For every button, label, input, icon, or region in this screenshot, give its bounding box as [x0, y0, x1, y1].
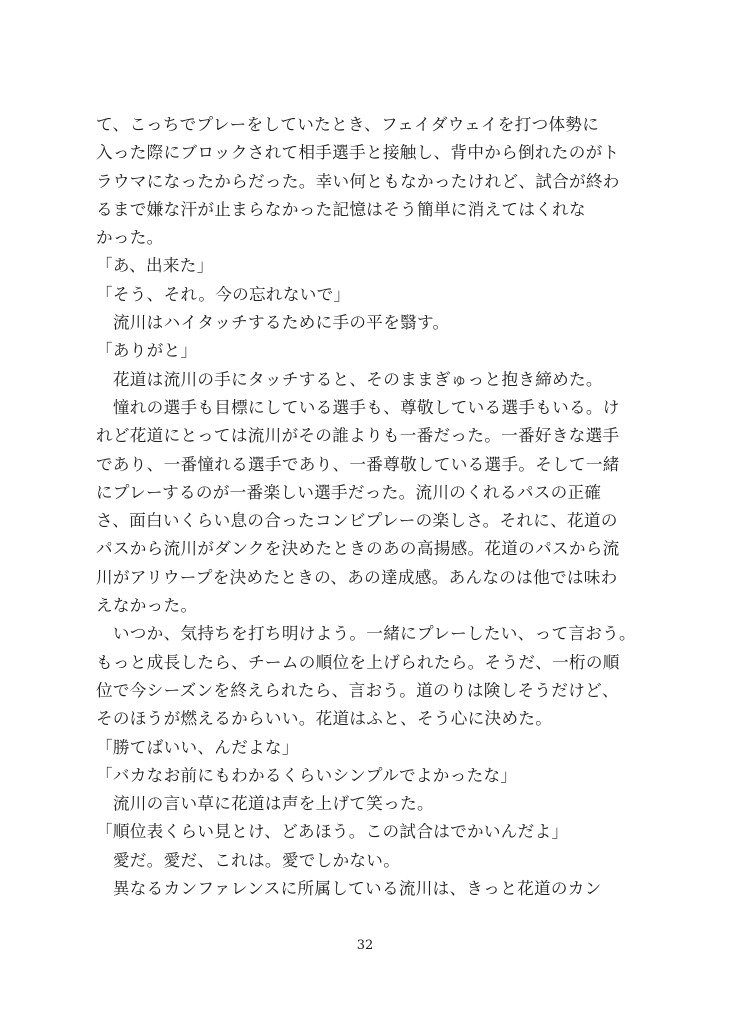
text-line: 花道は流川の手にタッチすると、そのままぎゅっと抱き締めた。 [96, 369, 603, 389]
text-line: 愛だ。愛だ、これは。愛でしかない。 [96, 850, 401, 870]
text-line: 憧れの選手も目標にしている選手も、尊敬している選手もいる。け [96, 397, 620, 417]
text-line: て、こっちでプレーをしていたとき、フェイダウェイを打つ体勢に [96, 115, 600, 134]
text-line: 流川はハイタッチするために手の平を翳す。 [96, 313, 450, 333]
text-line: 「順位表くらい見とけ、どあほう。この試合はでかいんだよ」 [96, 822, 569, 842]
text-line: かった。 [96, 228, 164, 248]
text-line: にプレーするのが一番楽しい選手だった。流川のくれるパスの正確 [96, 482, 602, 502]
text-line: 「ありがと」 [96, 341, 198, 361]
text-line: 「バカなお前にもわかるくらいシンプルでよかったな」 [96, 765, 518, 785]
text-line: 川がアリウープを決めたときの、あの達成感。あんなのは他では味わ [96, 567, 618, 587]
page-number: 32 [356, 938, 374, 953]
body-text [96, 111, 640, 903]
text-line: るまで嫌な汗が止まらなかった記憶はそう簡単に消えてはくれな [96, 199, 586, 219]
text-line: いつか、気持ちを打ち明けよう。一緒にプレーしたい、って言おう。 [96, 624, 636, 644]
text-line: さ、面白いくらい息の合ったコンビプレーの楽しさ。それに、花道の [96, 511, 618, 531]
text-line: もっと成長したら、チームの順位を上げられたら。そうだ、一桁の順 [96, 652, 620, 672]
text-line: れど花道にとっては流川がその誰よりも一番だった。一番好きな選手 [96, 426, 620, 446]
text-line: えなかった。 [96, 596, 198, 616]
text-line: 異なるカンファレンスに所属している流川は、きっと花道のカン [96, 879, 602, 899]
text-line: 流川の言い草に花道は声を上げて笑った。 [96, 794, 434, 814]
text-line: そのほうが燃えるからいい。花道はふと、そう心に決めた。 [96, 709, 553, 729]
text-line: 位で今シーズンを終えられたら、言おう。道のりは険しそうだけど、 [96, 680, 619, 700]
text-line: 「勝てばいい、んだよな」 [96, 737, 299, 757]
text-line: 入った際にブロックされて相手選手と接触し、背中から倒れたのがト [96, 143, 620, 163]
text-line: パスから流川がダンクを決めたときのあの高揚感。花道のパスから流 [96, 539, 620, 559]
text-line: 「あ、出来た」 [96, 256, 214, 276]
text-line: であり、一番憧れる選手であり、一番尊敬している選手。そして一緒 [96, 454, 620, 474]
text-line: ラウマになったからだった。幸い何ともなかったけれど、試合が終わ [96, 171, 620, 191]
text-line: 「そう、それ。今の忘れないで」 [96, 284, 351, 304]
